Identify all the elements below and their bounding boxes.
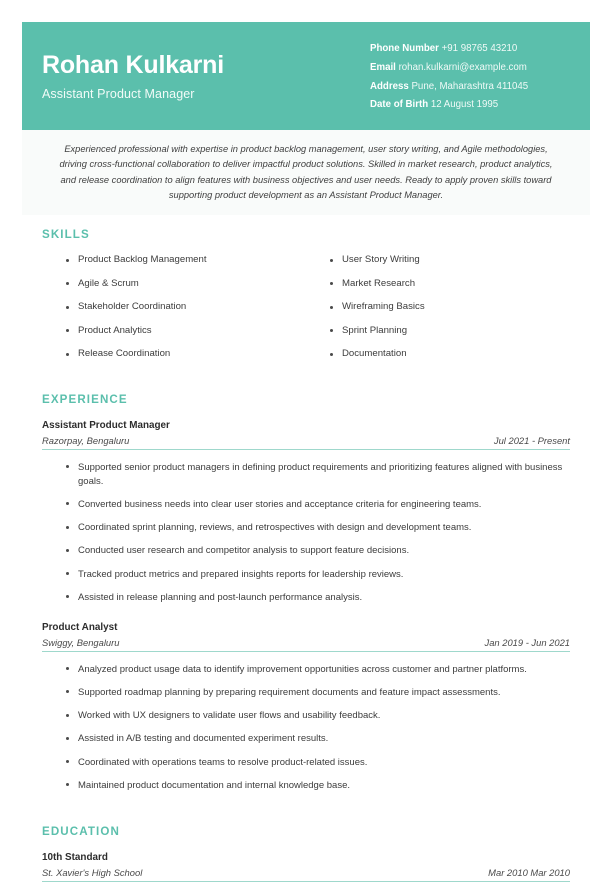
skill-label: User Story Writing <box>342 254 420 265</box>
bullet-icon <box>330 306 333 309</box>
bullet-text: Tracked product metrics and prepared insights reports for leadership reviews. <box>78 568 404 580</box>
list-item <box>66 544 570 558</box>
bullet-icon <box>66 526 69 529</box>
education-dates: Mar 2010 Mar 2010 <box>488 866 570 878</box>
skills-column-right <box>306 255 570 359</box>
bullet-text: Assisted in release planning and post-launch performance analysis. <box>78 591 363 603</box>
contact-value-phone: +91 98765 43210 <box>441 43 518 55</box>
list-item <box>66 591 570 605</box>
bullet-text: Analyzed product usage data to identify improvement opportunities across customer and partner platforms. <box>78 663 527 675</box>
list-item <box>306 279 570 289</box>
bullet-icon <box>66 282 69 285</box>
header-identity <box>22 51 352 101</box>
experience-dates: Jul 2021 - Present <box>493 434 570 446</box>
contact-value-dob: 12 August 1995 <box>430 99 499 111</box>
bullet-text: Supported senior product managers in defining product requirements and prioritizing features aligned with business goals. <box>78 461 563 487</box>
list-item <box>306 255 570 265</box>
bullet-icon <box>66 353 69 356</box>
education-entry <box>42 852 570 882</box>
skill-label: Documentation <box>342 348 407 360</box>
bullet-icon <box>66 259 69 262</box>
bullet-text: Conducted user research and competitor analysis to support feature decisions. <box>78 545 410 557</box>
list-item <box>66 709 570 723</box>
bullet-icon <box>66 737 69 740</box>
list-item <box>42 349 306 359</box>
list-item <box>306 302 570 312</box>
experience-bullets <box>42 461 570 605</box>
resume-body <box>42 228 570 882</box>
contact-row-dob <box>370 100 590 110</box>
contact-label-phone: Phone Number <box>370 43 439 55</box>
bullet-text: Worked with UX designers to validate user flows and usability feedback. <box>78 710 381 722</box>
bullet-icon <box>66 595 69 598</box>
contact-value-email[interactable]: rohan.kulkarni@example.com <box>398 61 527 73</box>
education-degree: 10th Standard <box>42 851 108 863</box>
list-item <box>66 756 570 770</box>
bullet-icon <box>66 667 69 670</box>
bullet-icon <box>66 783 69 786</box>
experience-entry <box>42 420 570 605</box>
experience-bullets <box>42 663 570 793</box>
skills-column-left <box>42 255 306 359</box>
bullet-icon <box>330 329 333 332</box>
skill-label: Agile & Scrum <box>78 277 139 289</box>
education-meta <box>42 867 570 882</box>
page-title: Rohan Kulkarni <box>42 51 224 80</box>
bullet-text: Assisted in A/B testing and documented experiment results. <box>78 733 329 745</box>
skill-label: Stakeholder Coordination <box>78 301 187 313</box>
contact-label-address: Address <box>370 80 409 92</box>
experience-company: Swiggy, Bengaluru <box>42 636 120 648</box>
contact-row-address <box>370 82 590 92</box>
skills-block <box>42 255 570 359</box>
summary-band <box>22 130 590 215</box>
list-item <box>42 255 306 265</box>
skill-label: Product Backlog Management <box>78 254 207 265</box>
bullet-icon <box>330 259 333 262</box>
list-item <box>42 279 306 289</box>
bullet-icon <box>66 502 69 505</box>
section-heading-education: EDUCATION <box>42 824 120 838</box>
bullet-text: Supported roadmap planning by preparing requirement documents and feature impact assessments. <box>78 686 501 698</box>
list-item <box>66 461 570 489</box>
bullet-icon <box>66 690 69 693</box>
list-item <box>66 498 570 512</box>
contact-block <box>352 42 590 110</box>
bullet-text: Maintained product documentation and internal knowledge base. <box>78 779 350 791</box>
education-school: St. Xavier's High School <box>42 866 143 878</box>
list-item <box>66 686 570 700</box>
experience-entry <box>42 622 570 793</box>
resume-header <box>22 22 590 130</box>
bullet-text: Coordinated with operations teams to resolve product-related issues. <box>78 756 368 768</box>
list-item <box>306 349 570 359</box>
contact-row-phone <box>370 44 590 54</box>
bullet-text: Converted business needs into clear user stories and acceptance criteria for engineering teams. <box>78 498 482 510</box>
experience-meta <box>42 637 570 652</box>
bullet-icon <box>330 282 333 285</box>
skill-label: Wireframing Basics <box>342 301 425 313</box>
bullet-icon <box>66 714 69 717</box>
list-item <box>306 326 570 336</box>
section-education <box>42 825 570 882</box>
bullet-icon <box>66 572 69 575</box>
contact-value-address: Pune, Maharashtra 411045 <box>411 80 529 92</box>
skill-label: Sprint Planning <box>342 324 408 336</box>
skill-label: Market Research <box>342 277 416 289</box>
list-item <box>66 732 570 746</box>
experience-job-title: Product Analyst <box>42 621 118 633</box>
bullet-icon <box>66 329 69 332</box>
section-heading-skills: SKILLS <box>42 228 90 241</box>
contact-label-email: Email <box>370 61 396 73</box>
header-job-title: Assistant Product Manager <box>42 86 195 101</box>
list-item <box>66 568 570 582</box>
contact-row-email <box>370 63 590 73</box>
bullet-icon <box>330 353 333 356</box>
experience-job-title: Assistant Product Manager <box>42 419 170 431</box>
bullet-icon <box>66 549 69 552</box>
section-heading-experience: EXPERIENCE <box>42 392 128 406</box>
summary-text: Experienced professional with expertise in product backlog management, user story writing, and Agile methodologies, driving cross-functional collaboration to deliver impactful product solutions. Skilled in market research, product analytics, and release coordination to align features with business objectives and user needs. Ready to apply proven skills toward supporting product development as an Assistant Product Manager. <box>59 144 553 200</box>
section-experience <box>42 393 570 793</box>
experience-company: Razorpay, Bengaluru <box>42 434 130 446</box>
experience-meta <box>42 435 570 450</box>
list-item <box>42 302 306 312</box>
skill-label: Release Coordination <box>78 348 171 360</box>
list-item <box>66 779 570 793</box>
experience-dates: Jan 2019 - Jun 2021 <box>484 636 570 648</box>
list-item <box>66 663 570 677</box>
bullet-icon <box>66 465 69 468</box>
list-item <box>66 521 570 535</box>
bullet-text: Coordinated sprint planning, reviews, and retrospectives with design and development teams. <box>78 522 472 534</box>
skill-label: Product Analytics <box>78 324 152 336</box>
list-item <box>42 326 306 336</box>
contact-label-dob: Date of Birth <box>370 99 429 111</box>
bullet-icon <box>66 760 69 763</box>
section-skills <box>42 228 570 359</box>
bullet-icon <box>66 306 69 309</box>
